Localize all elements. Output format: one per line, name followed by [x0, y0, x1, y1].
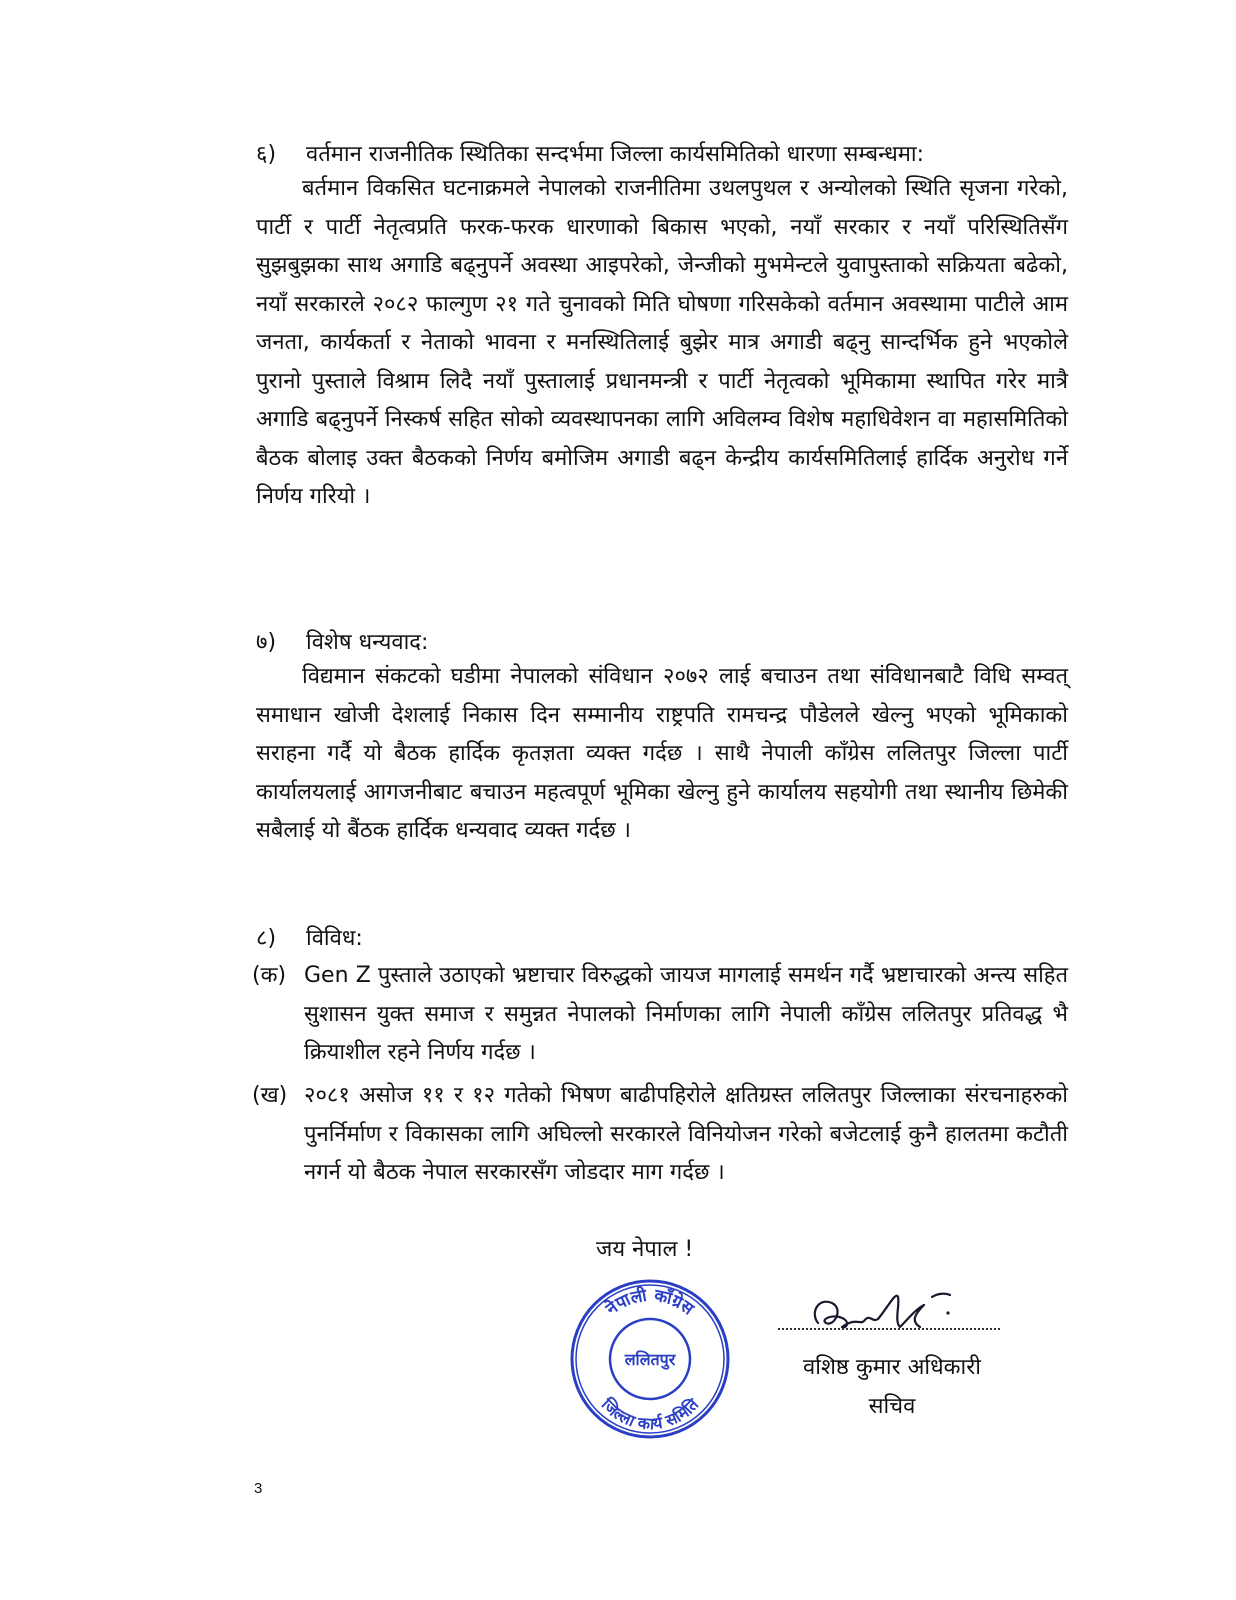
section-8 — [256, 924, 1068, 954]
section-6-body: बर्तमान विकसित घटनाक्रमले नेपालको राजनीतिमा उथलपुथल र अन्योलको स्थिति सृजना गरेको, पार्टी र पार्टी नेतृत्वप्रति फरक-फरक धारणाको बिकास भएको, नयाँ सरकार र नयाँ परिस्थितिसँग सुझबुझका साथ अगाडि बढ्नुपर्ने अवस्था आइपरेको, जेन्जीको मुभमेन्टले युवापुस्ताको सक्रियता बढेको, नयाँ सरकारले २०८२ फाल्गुण २१ गते चुनावको मिति घोषणा गरिसकेको वर्तमान अवस्थामा पाटीले आम जनता, कार्यकर्ता र नेताको भावना र मनस्थितिलाई बुझेर मात्र अगाडी बढ्नु सान्दर्भिक हुने भएकोले पुरानो पुस्ताले विश्राम लिदै नयाँ पुस्तालाई प्रधानमन्त्री र पार्टी नेतृत्वको भूमिकामा स्थापित गरेर मात्रै अगाडि बढ्नुपर्ने निस्कर्ष सहित सोको व्यवस्थापनका लागि अविलम्व विशेष महाधिवेशन वा महासमितिको बैठक बोलाइ उक्त बैठकको निर्णय बमोजिम अगाडी बढ्न केन्द्रीय कार्यसमितिलाई हार्दिक अनुरोध गर्ने निर्णय गरियो । — [256, 176, 1068, 509]
section-6-title: वर्तमान राजनीतिक स्थितिका सन्दर्भमा जिल्ला कार्यसमितिको धारणा सम्बन्धमा: — [306, 142, 925, 167]
stamp-bottom-text: जिल्ला कार्य समिति — [597, 1394, 703, 1434]
stamp-top-text: नेपाली काँग्रेस — [602, 1285, 698, 1320]
section-7-title: विशेष धन्यवाद: — [306, 630, 429, 655]
stamp-center-text: ललितपुर — [624, 1350, 676, 1369]
list-item-label: (क) — [252, 963, 287, 988]
signer-name: वशिष्ठ कुमार अधिकारी — [803, 1355, 981, 1380]
section-6-number: ६) — [256, 142, 277, 167]
list-item-kha — [252, 1077, 1068, 1193]
list-item-ka — [252, 957, 1068, 1073]
section-7 — [256, 628, 1068, 851]
section-8-number: ८) — [256, 926, 277, 951]
list-item-text: २०८१ असोज ११ र १२ गतेको भिषण बाढीपहिरोले क्षतिग्रस्त ललितपुर जिल्लाका संरचनाहरुको पुनर्निर्माण र विकासका लागि अघिल्लो सरकारले विनियोजन गरेको बजेटलाई कुनै हालतमा कटौती नगर्न यो बैठक नेपाल सरकारसँग जोडदार माग गर्दछ । — [304, 1083, 1068, 1185]
committee-stamp — [566, 1275, 734, 1443]
section-8-title: विविध: — [306, 926, 363, 951]
list-item-label: (ख) — [252, 1083, 288, 1108]
section-6-heading — [256, 140, 1068, 170]
page-number: 3 — [254, 1480, 263, 1497]
section-7-heading — [256, 628, 1068, 658]
handwritten-signature — [800, 1283, 980, 1343]
section-6 — [256, 140, 1068, 517]
list-item-text: Gen Z पुस्ताले उठाएको भ्रष्टाचार विरुद्धको जायज मागलाई समर्थन गर्दै भ्रष्टाचारको अन्त्य सहित सुशासन युक्त समाज र समुन्नत नेपालको निर्माणका लागि नेपाली काँग्रेस ललितपुर प्रतिवद्ध भै क्रियाशील रहने निर्णय गर्दछ । — [304, 963, 1068, 1065]
closing-salutation: जय नेपाल ! — [596, 1237, 694, 1262]
section-7-number: ७) — [256, 630, 277, 655]
signature-line — [778, 1326, 1000, 1330]
section-7-body: विद्यमान संकटको घडीमा नेपालको संविधान २०७२ लाई बचाउन तथा संविधानबाटै विधि सम्वत् समाधान खोजी देशलाई निकास दिन सम्मानीय राष्ट्रपति रामचन्द्र पौडेलले खेल्नु भएको भूमिकाको सराहना गर्दै यो बैठक हार्दिक कृतज्ञता व्यक्त गर्दछ । साथै नेपाली काँग्रेस ललितपुर जिल्ला पार्टी कार्यालयलाई आगजनीबाट बचाउन महत्वपूर्ण भूमिका खेल्नु हुने कार्यालय सहयोगी तथा स्थानीय छिमेकी सबैलाई यो बैंठक हार्दिक धन्यवाद व्यक्त गर्दछ । — [256, 664, 1068, 843]
section-8-heading — [256, 924, 1068, 954]
signer-title: सचिव — [868, 1394, 916, 1419]
